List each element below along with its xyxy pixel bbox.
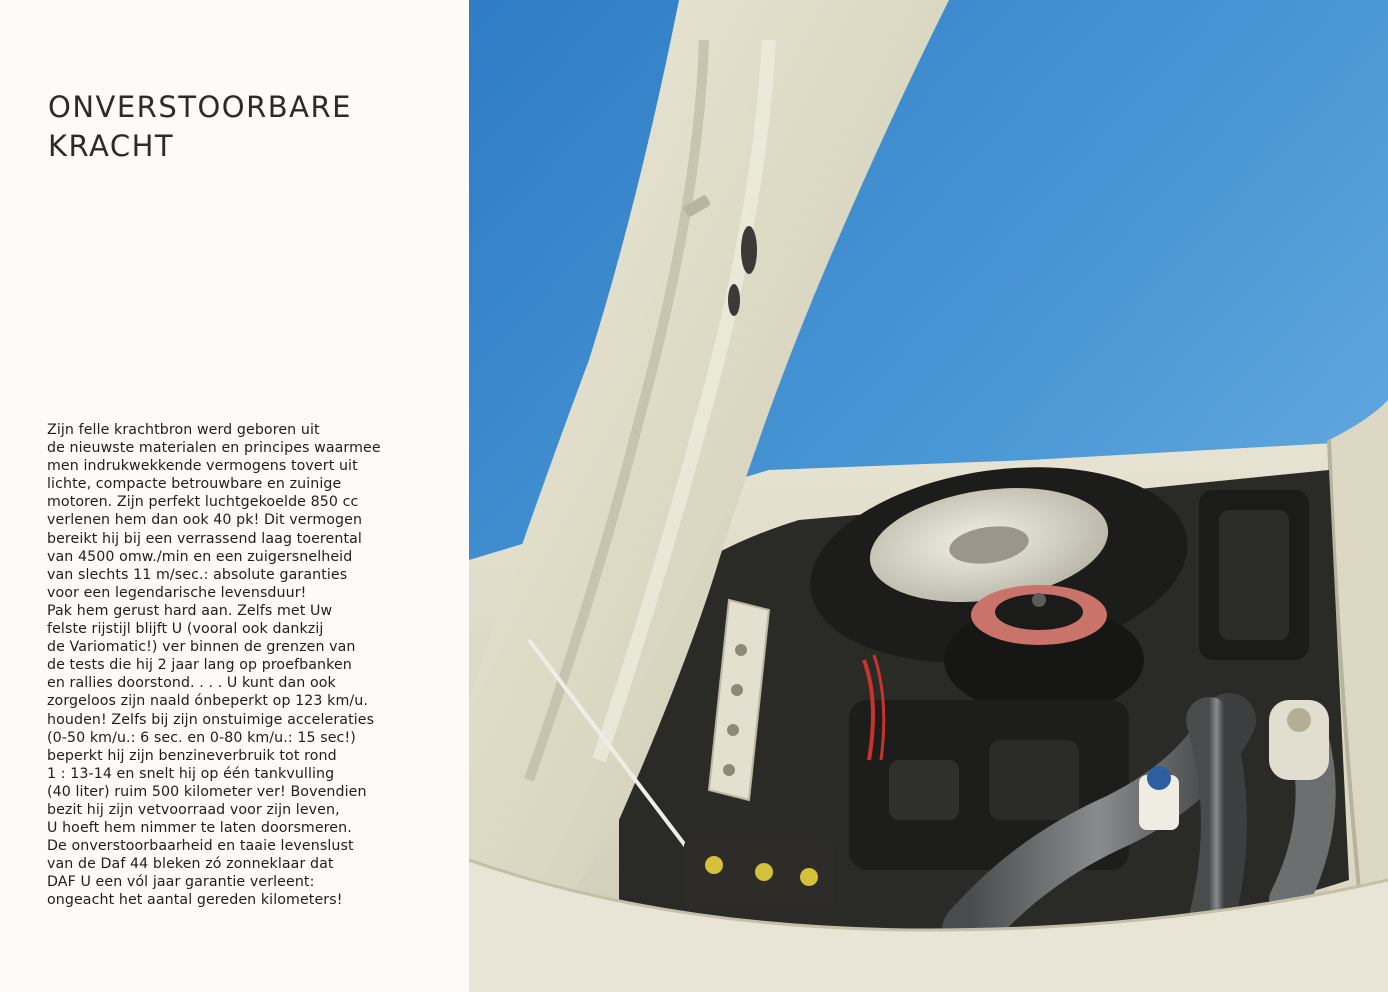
body-line: de Variomatic!) ver binnen de grenzen van <box>47 639 356 656</box>
body-line: Zijn felle krachtbron werd geboren uit <box>47 422 320 438</box>
hood-hole <box>728 284 740 316</box>
body-line: de nieuwste materialen en principes waarmee <box>47 440 381 457</box>
body-line: en rallies doorstond. . . . U kunt dan ook <box>47 675 336 692</box>
body-line: zorgeloos zijn naald ónbeperkt op 123 km/u. <box>47 693 368 710</box>
title-line-2: KRACHT <box>48 129 175 163</box>
body-line: felste rijstijl blijft U (vooral ook dankzij <box>47 621 324 638</box>
body-line: 1 : 13-14 en snelt hij op één tankvulling <box>47 765 335 782</box>
body-line: men indrukwekkende vermogens tovert uit <box>47 458 358 475</box>
body-line: bereikt hij bij een verrassend laag toerental <box>47 530 362 547</box>
body-line: Pak hem gerust hard aan. Zelfs met Uw <box>47 602 333 619</box>
body-line: motoren. Zijn perfekt luchtgekoelde 850 cc <box>47 494 359 511</box>
body-line: ongeacht het aantal gereden kilometers! <box>47 892 343 909</box>
body-line: DAF U een vól jaar garantie verleent: <box>47 874 315 891</box>
cooling-hose <box>1209 720 1224 930</box>
engine-bay-illustration <box>469 0 1388 992</box>
body-line: lichte, compacte betrouwbare en zuinige <box>47 476 342 493</box>
body-line: van slechts 11 m/sec.: absolute garanties <box>47 566 348 583</box>
engine-bay-photo <box>469 0 1388 992</box>
body-line: (40 liter) ruim 500 kilometer ver! Bovendien <box>47 783 367 800</box>
body-line: bezit hij zijn vetvoorraad voor zijn leven, <box>47 801 340 818</box>
body-line: (0-50 km/u.: 6 sec. en 0-80 km/u.: 15 sec!) <box>47 729 356 746</box>
body-line: voor een legendarische levensduur! <box>47 584 307 601</box>
body-line: beperkt hij zijn benzineverbruik tot rond <box>47 747 337 764</box>
hood-hole <box>741 226 757 274</box>
title-line-1: ONVERSTOORBARE <box>48 90 352 124</box>
body-copy <box>47 421 427 910</box>
body-line: U hoeft hem nimmer te laten doorsmeren. <box>47 820 352 837</box>
body-line: De onverstoorbaarheid en taaie levenslust <box>47 838 354 855</box>
body-line: houden! Zelfs bij zijn onstuimige acceleraties <box>47 711 375 728</box>
text-panel <box>0 0 470 992</box>
body-line: verlenen hem dan ook 40 pk! Dit vermogen <box>47 512 363 529</box>
body-line: de tests die hij 2 jaar lang op proefbanken <box>47 657 352 674</box>
page-title <box>48 88 352 166</box>
body-line: van de Daf 44 bleken zó zonneklaar dat <box>47 856 334 873</box>
body-line: van 4500 omw./min en een zuigersnelheid <box>47 548 353 565</box>
